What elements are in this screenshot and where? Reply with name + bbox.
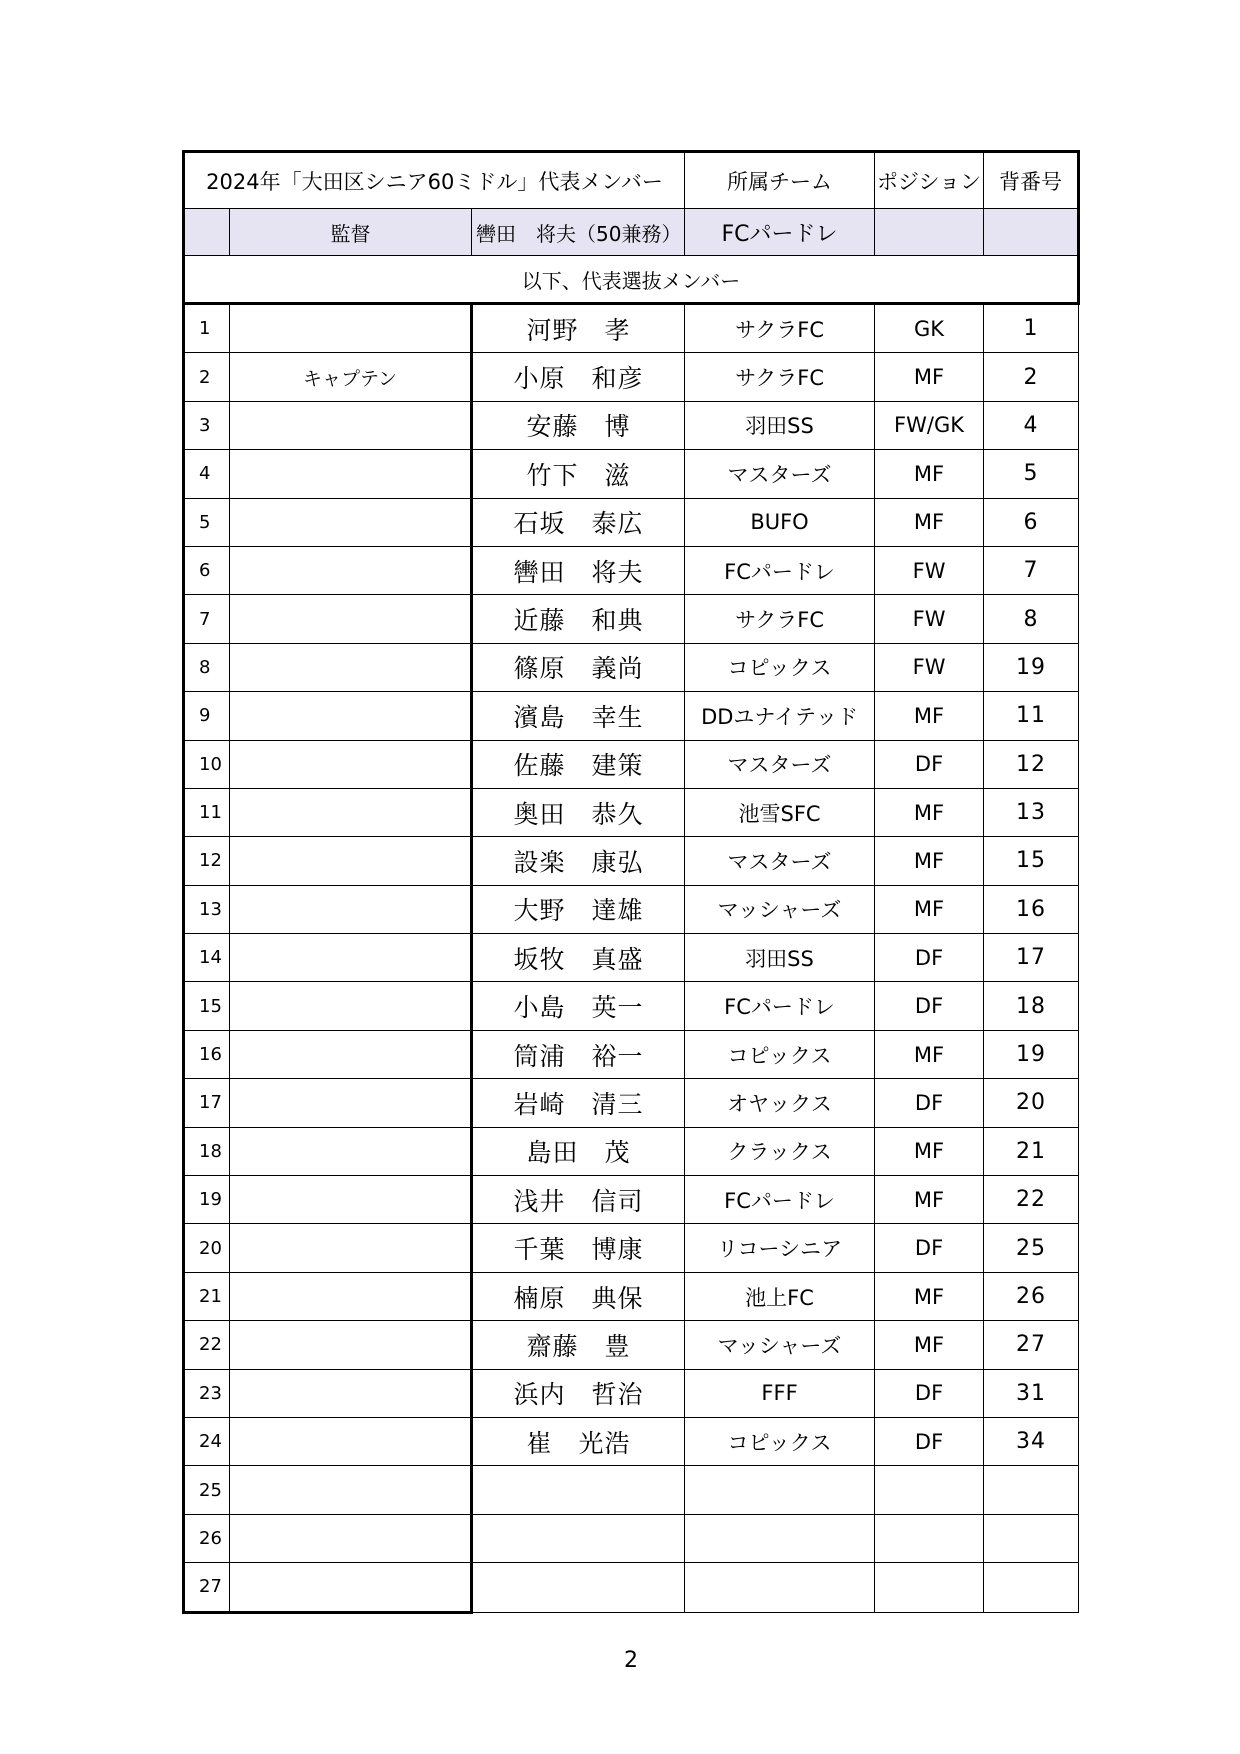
number-column-header: 背番号 xyxy=(984,152,1079,209)
member-name: 大野 達雄 xyxy=(472,885,685,933)
member-role xyxy=(230,401,472,449)
member-index: 6 xyxy=(184,546,230,594)
member-position: MF xyxy=(875,885,984,933)
position-column-header: ポジション xyxy=(875,152,984,209)
member-role xyxy=(230,1321,472,1369)
member-position xyxy=(875,1563,984,1612)
member-row xyxy=(184,304,1079,353)
member-name: 篠原 義尚 xyxy=(472,643,685,691)
member-role xyxy=(230,934,472,982)
member-row xyxy=(184,1127,1079,1175)
member-team: FFF xyxy=(685,1369,875,1417)
member-index: 26 xyxy=(184,1514,230,1562)
member-position: FW/GK xyxy=(875,401,984,449)
member-index: 27 xyxy=(184,1563,230,1612)
member-name: 竹下 滋 xyxy=(472,450,685,498)
member-role xyxy=(230,1272,472,1320)
member-index: 1 xyxy=(184,304,230,353)
member-name: 佐藤 建策 xyxy=(472,740,685,788)
member-position: MF xyxy=(875,353,984,401)
member-index: 21 xyxy=(184,1272,230,1320)
subheading-row xyxy=(184,256,1079,304)
member-name: 坂牧 真盛 xyxy=(472,934,685,982)
member-team: FCパードレ xyxy=(685,982,875,1030)
member-index: 24 xyxy=(184,1417,230,1465)
member-index: 3 xyxy=(184,401,230,449)
member-row xyxy=(184,1224,1079,1272)
member-name: 河野 孝 xyxy=(472,304,685,353)
member-number: 8 xyxy=(984,595,1079,643)
member-team: コピックス xyxy=(685,1417,875,1465)
member-team: マスターズ xyxy=(685,450,875,498)
member-number: 6 xyxy=(984,498,1079,546)
member-number: 17 xyxy=(984,934,1079,982)
member-row xyxy=(184,982,1079,1030)
member-number: 34 xyxy=(984,1417,1079,1465)
member-name xyxy=(472,1466,685,1514)
member-name: 千葉 博康 xyxy=(472,1224,685,1272)
member-team: サクラFC xyxy=(685,353,875,401)
member-role xyxy=(230,1369,472,1417)
member-position: MF xyxy=(875,1321,984,1369)
member-role xyxy=(230,837,472,885)
member-team: BUFO xyxy=(685,498,875,546)
member-position: GK xyxy=(875,304,984,353)
member-name: 浅井 信司 xyxy=(472,1176,685,1224)
member-number: 4 xyxy=(984,401,1079,449)
member-name: 奥田 恭久 xyxy=(472,788,685,836)
member-index: 19 xyxy=(184,1176,230,1224)
member-position: MF xyxy=(875,1176,984,1224)
member-number: 19 xyxy=(984,1030,1079,1078)
coach-name: 轡田 将夫（50兼務） xyxy=(472,209,685,256)
member-role xyxy=(230,1127,472,1175)
member-team xyxy=(685,1514,875,1562)
member-role xyxy=(230,1466,472,1514)
member-row xyxy=(184,692,1079,740)
member-row xyxy=(184,1369,1079,1417)
member-number: 21 xyxy=(984,1127,1079,1175)
member-position xyxy=(875,1466,984,1514)
member-name: 設楽 康弘 xyxy=(472,837,685,885)
member-team: 羽田SS xyxy=(685,934,875,982)
member-team: マスターズ xyxy=(685,740,875,788)
member-name: 岩崎 清三 xyxy=(472,1079,685,1127)
member-index: 20 xyxy=(184,1224,230,1272)
member-number: 18 xyxy=(984,982,1079,1030)
members-subheading: 以下、代表選抜メンバー xyxy=(184,256,1079,304)
member-position: DF xyxy=(875,934,984,982)
page-number: 2 xyxy=(624,1648,638,1673)
member-position: MF xyxy=(875,837,984,885)
member-name: 小島 英一 xyxy=(472,982,685,1030)
member-index: 11 xyxy=(184,788,230,836)
member-index: 17 xyxy=(184,1079,230,1127)
member-position: DF xyxy=(875,1417,984,1465)
member-name: 筒浦 裕一 xyxy=(472,1030,685,1078)
member-number xyxy=(984,1563,1079,1612)
member-position: MF xyxy=(875,692,984,740)
member-number xyxy=(984,1466,1079,1514)
coach-role: 監督 xyxy=(230,209,472,256)
member-row xyxy=(184,546,1079,594)
member-role xyxy=(230,595,472,643)
member-role xyxy=(230,1417,472,1465)
member-team xyxy=(685,1466,875,1514)
member-row xyxy=(184,1321,1079,1369)
member-index: 7 xyxy=(184,595,230,643)
member-role xyxy=(230,1030,472,1078)
member-role xyxy=(230,1176,472,1224)
member-index: 18 xyxy=(184,1127,230,1175)
member-role xyxy=(230,1563,472,1612)
roster-title: 2024年「大田区シニア60ミドル」代表メンバー xyxy=(184,152,685,209)
member-role xyxy=(230,982,472,1030)
member-name xyxy=(472,1514,685,1562)
member-position: DF xyxy=(875,740,984,788)
member-team: マスターズ xyxy=(685,837,875,885)
member-team: 池上FC xyxy=(685,1272,875,1320)
member-row xyxy=(184,788,1079,836)
member-role xyxy=(230,1514,472,1562)
member-role xyxy=(230,450,472,498)
member-team xyxy=(685,1563,875,1612)
member-position: DF xyxy=(875,1369,984,1417)
member-row xyxy=(184,1563,1079,1612)
member-row xyxy=(184,1030,1079,1078)
member-number: 11 xyxy=(984,692,1079,740)
member-index: 4 xyxy=(184,450,230,498)
member-row xyxy=(184,450,1079,498)
member-team: クラックス xyxy=(685,1127,875,1175)
member-index: 10 xyxy=(184,740,230,788)
member-row xyxy=(184,498,1079,546)
member-row xyxy=(184,1272,1079,1320)
coach-position-cell xyxy=(875,209,984,256)
member-number: 25 xyxy=(984,1224,1079,1272)
member-row xyxy=(184,934,1079,982)
coach-row xyxy=(184,209,1079,256)
member-number: 12 xyxy=(984,740,1079,788)
member-row xyxy=(184,1176,1079,1224)
member-row xyxy=(184,1417,1079,1465)
member-index: 22 xyxy=(184,1321,230,1369)
member-row xyxy=(184,740,1079,788)
member-position: FW xyxy=(875,643,984,691)
member-number: 15 xyxy=(984,837,1079,885)
member-row xyxy=(184,837,1079,885)
member-position: DF xyxy=(875,982,984,1030)
header-row xyxy=(184,152,1079,209)
member-name: 齋藤 豊 xyxy=(472,1321,685,1369)
member-name: 小原 和彦 xyxy=(472,353,685,401)
member-team: サクラFC xyxy=(685,595,875,643)
member-name: 轡田 将夫 xyxy=(472,546,685,594)
member-role xyxy=(230,1224,472,1272)
member-number: 1 xyxy=(984,304,1079,353)
member-name: 島田 茂 xyxy=(472,1127,685,1175)
member-row xyxy=(184,1079,1079,1127)
member-number: 20 xyxy=(984,1079,1079,1127)
member-team: コピックス xyxy=(685,1030,875,1078)
member-team: オヤックス xyxy=(685,1079,875,1127)
member-row xyxy=(184,401,1079,449)
member-role xyxy=(230,498,472,546)
member-position: DF xyxy=(875,1079,984,1127)
member-position: MF xyxy=(875,788,984,836)
roster-table xyxy=(182,150,1080,1614)
member-team: サクラFC xyxy=(685,304,875,353)
member-row xyxy=(184,595,1079,643)
member-number: 31 xyxy=(984,1369,1079,1417)
member-role xyxy=(230,546,472,594)
member-number: 16 xyxy=(984,885,1079,933)
member-team: 羽田SS xyxy=(685,401,875,449)
member-role xyxy=(230,885,472,933)
member-row xyxy=(184,643,1079,691)
member-position: FW xyxy=(875,546,984,594)
member-row xyxy=(184,1514,1079,1562)
member-name: 安藤 博 xyxy=(472,401,685,449)
member-position: FW xyxy=(875,595,984,643)
member-index: 9 xyxy=(184,692,230,740)
member-role xyxy=(230,740,472,788)
member-index: 14 xyxy=(184,934,230,982)
member-number: 13 xyxy=(984,788,1079,836)
member-index: 13 xyxy=(184,885,230,933)
member-position: MF xyxy=(875,498,984,546)
member-name: 浜内 哲治 xyxy=(472,1369,685,1417)
member-name: 崔 光浩 xyxy=(472,1417,685,1465)
member-team: マッシャーズ xyxy=(685,885,875,933)
member-row xyxy=(184,885,1079,933)
member-team: 池雪SFC xyxy=(685,788,875,836)
member-number: 22 xyxy=(984,1176,1079,1224)
member-index: 2 xyxy=(184,353,230,401)
member-index: 8 xyxy=(184,643,230,691)
coach-number-cell xyxy=(984,209,1079,256)
member-name xyxy=(472,1563,685,1612)
member-row xyxy=(184,353,1079,401)
team-column-header: 所属チーム xyxy=(685,152,875,209)
member-row xyxy=(184,1466,1079,1514)
member-name: 近藤 和典 xyxy=(472,595,685,643)
member-name: 石坂 泰広 xyxy=(472,498,685,546)
member-position xyxy=(875,1514,984,1562)
coach-team: FCパードレ xyxy=(685,209,875,256)
member-index: 15 xyxy=(184,982,230,1030)
member-team: FCパードレ xyxy=(685,1176,875,1224)
member-team: DDユナイテッド xyxy=(685,692,875,740)
member-team: リコーシニア xyxy=(685,1224,875,1272)
member-index: 16 xyxy=(184,1030,230,1078)
member-number: 26 xyxy=(984,1272,1079,1320)
member-number xyxy=(984,1514,1079,1562)
member-number: 7 xyxy=(984,546,1079,594)
member-role xyxy=(230,788,472,836)
member-index: 12 xyxy=(184,837,230,885)
member-position: DF xyxy=(875,1224,984,1272)
member-index: 23 xyxy=(184,1369,230,1417)
member-index: 5 xyxy=(184,498,230,546)
member-position: MF xyxy=(875,1030,984,1078)
member-number: 2 xyxy=(984,353,1079,401)
member-name: 濱島 幸生 xyxy=(472,692,685,740)
member-role xyxy=(230,643,472,691)
member-role xyxy=(230,692,472,740)
member-number: 5 xyxy=(984,450,1079,498)
member-number: 19 xyxy=(984,643,1079,691)
member-role: キャプテン xyxy=(230,353,472,401)
coach-index-cell xyxy=(184,209,230,256)
member-index: 25 xyxy=(184,1466,230,1514)
member-team: コピックス xyxy=(685,643,875,691)
member-position: MF xyxy=(875,1127,984,1175)
member-name: 楠原 典保 xyxy=(472,1272,685,1320)
member-position: MF xyxy=(875,450,984,498)
member-role xyxy=(230,1079,472,1127)
member-role xyxy=(230,304,472,353)
member-team: マッシャーズ xyxy=(685,1321,875,1369)
member-team: FCパードレ xyxy=(685,546,875,594)
member-position: MF xyxy=(875,1272,984,1320)
member-number: 27 xyxy=(984,1321,1079,1369)
